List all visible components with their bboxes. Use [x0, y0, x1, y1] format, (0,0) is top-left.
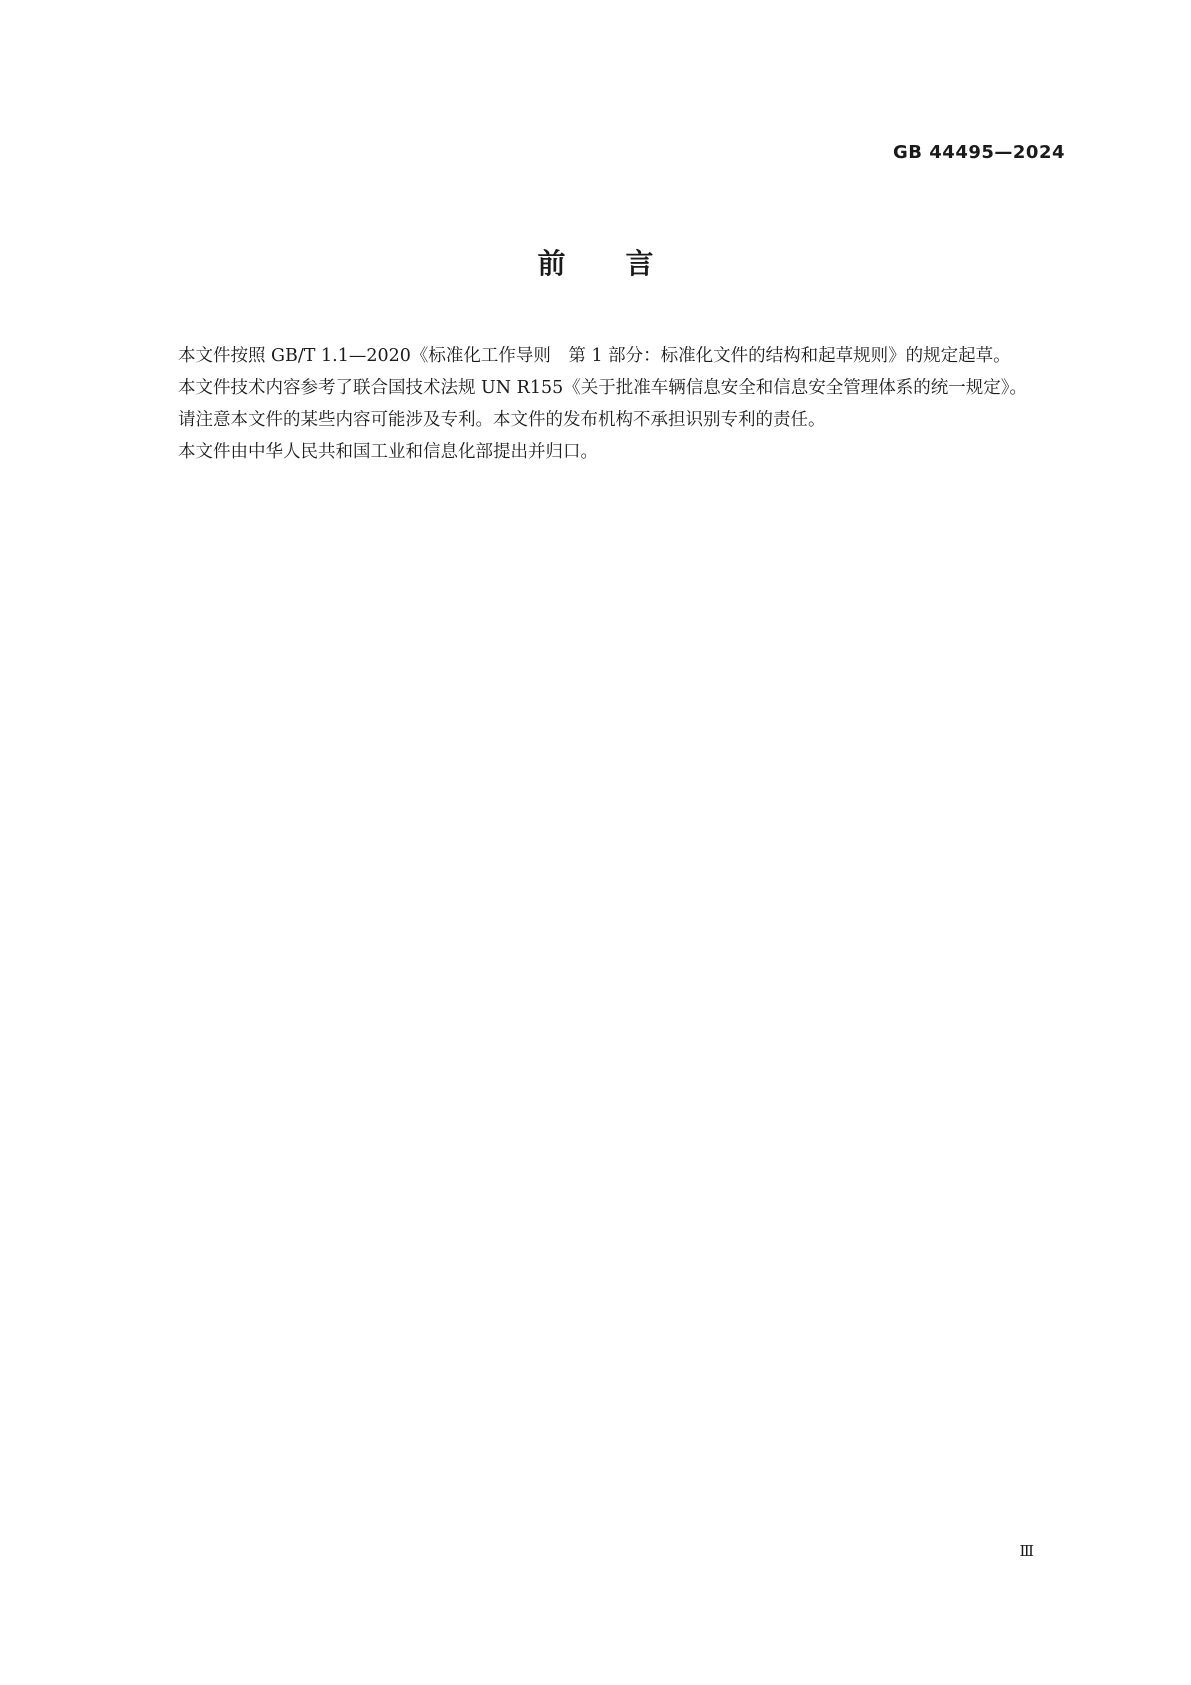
- preface-paragraph: 本文件技术内容参考了联合国技术法规 UN R155《关于批准车辆信息安全和信息安全管理体系的统一规定》。: [178, 378, 1028, 398]
- preface-paragraph: 请注意本文件的某些内容可能涉及专利。本文件的发布机构不承担识别专利的责任。: [178, 410, 826, 430]
- standard-number: GB 44495—2024: [893, 142, 1065, 163]
- preface-title: 前言: [537, 247, 714, 280]
- preface-body: [143, 340, 1063, 468]
- preface-paragraph: 本文件由中华人民共和国工业和信息化部提出并归口。: [178, 442, 598, 462]
- preface-paragraph: 本文件按照 GB/T 1.1—2020《标准化工作导则 第 1 部分：标准化文件的结构和起草规则》的规定起草。: [178, 346, 1011, 366]
- page-number: Ⅲ: [1019, 1542, 1033, 1560]
